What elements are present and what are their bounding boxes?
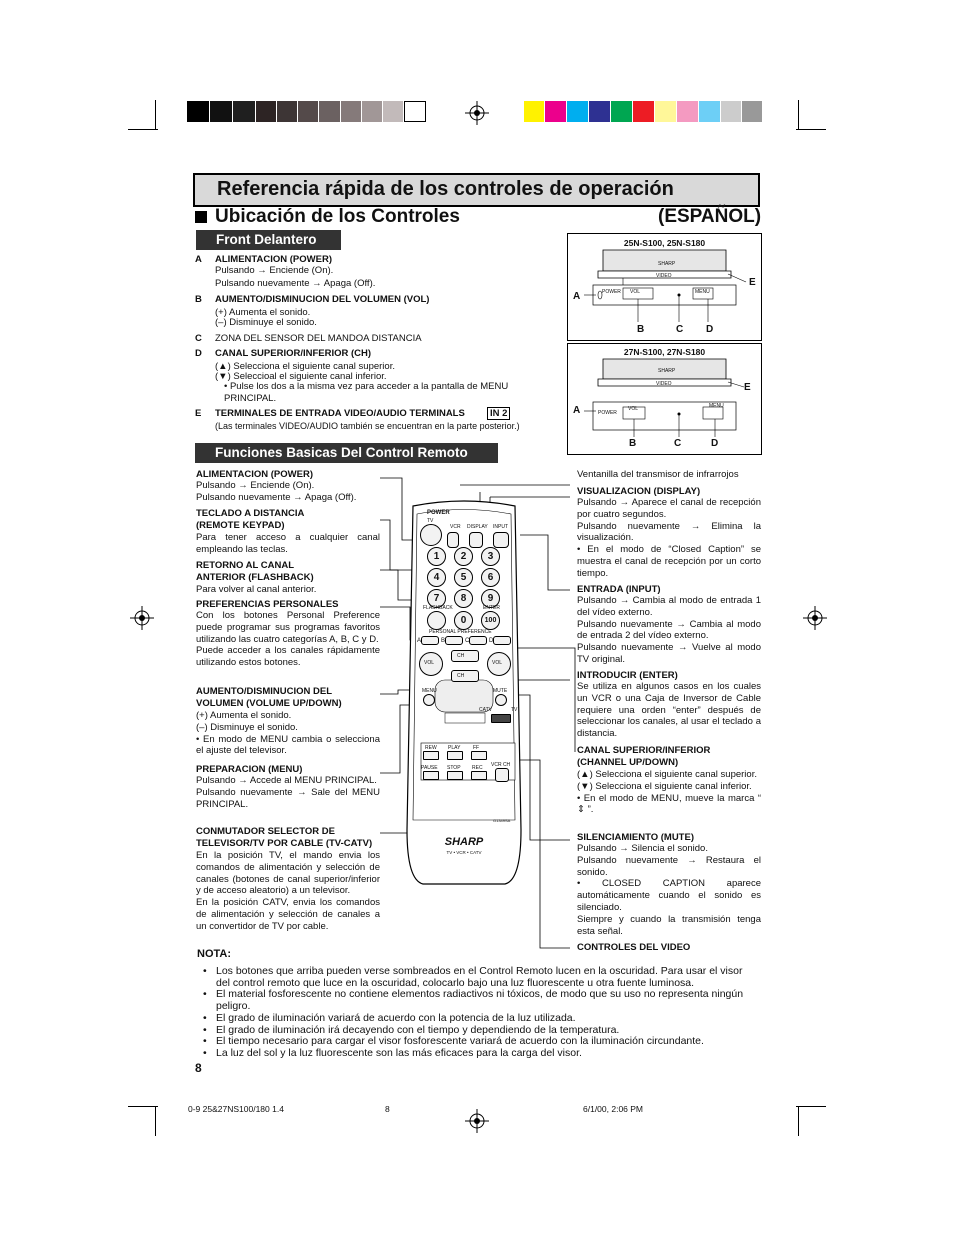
remote-ff-label: FF: [473, 745, 480, 751]
remote-key-0[interactable]: 0: [454, 611, 473, 630]
tv2-tiny-menu: MENU: [709, 403, 724, 409]
nota-item: • El grado de iluminación variará de acuerdo con la potencia de la luz utilizada.: [203, 1011, 576, 1024]
remote-key-3[interactable]: 3: [481, 547, 500, 566]
page-title: Referencia rápida de los controles de operación: [217, 178, 674, 200]
remote-power-button[interactable]: [420, 524, 442, 546]
remote-key-9[interactable]: 9: [481, 589, 500, 608]
remote-flashback-label: FLASHBACK: [423, 605, 453, 611]
remote-key-6[interactable]: 6: [481, 568, 500, 587]
remote-brand-logo: SHARP: [444, 836, 484, 848]
tv2-label-d: D: [711, 438, 719, 449]
remote-pp-c: C: [465, 638, 470, 644]
remote-pp-button-b[interactable]: [445, 636, 463, 645]
remote-stop-button[interactable]: [447, 771, 463, 780]
callout-input: ENTRADA (INPUT) Pulsando → Cambia al modo de entrada 1 del vídeo externo. Pulsando nuevamente → Cambia al modo de entrada 2 del vídeo externo. Pulsando nuevamente → Vuelve al modo TV original.: [577, 584, 761, 665]
remote-vcr-ch-button[interactable]: [495, 768, 509, 782]
remote-tv2-label: TV: [511, 707, 518, 713]
tv1-label-a: A: [573, 291, 581, 302]
remote-control: [405, 500, 523, 888]
remote-key-100[interactable]: 100: [481, 611, 500, 630]
callout-menu: PREPARACION (MENU) Pulsando → Accede al MENU PRINCIPAL. Pulsando nuevamente → Sale del MENU PRINCIPAL.: [196, 764, 380, 810]
remote-tv-catv-switch[interactable]: [491, 714, 511, 723]
callout-enter: INTRODUCIR (ENTER) Se utiliza en algunos casos en los cuales un VCR o una Caja de Inversor de Cable requiere una orden “enter” después de seleccionar los canales, al usar el teclado a distancia.: [577, 670, 761, 740]
tv1-tiny-video: VIDEO: [656, 273, 672, 279]
callout-ir-window: Ventanilla del transmisor de infrarrojos: [577, 469, 739, 480]
remote-pp-a: A: [417, 638, 422, 644]
callout-remote-keypad: TECLADO A DISTANCIA (REMOTE KEYPAD) Para tener acceso a cualquier canal empleando las teclas.: [196, 508, 380, 555]
remote-vol-label-right: VOL: [492, 660, 503, 666]
remote-model-label: G1349SA: [493, 818, 511, 823]
remote-sub-label: TV • VCR • CATV: [446, 850, 482, 855]
section-title: Ubicación de los Controles: [215, 206, 460, 227]
nota-item: • Los botones que arriba pueden verse sombreados en el Control Remoto lucen en la oscuridad. Para usar el visor del control remoto que luce en la oscuridad, colocarlo bajo una luz fluorescente u otra fuente luminosa.: [203, 965, 743, 989]
remote-tv-label: TV: [427, 518, 434, 524]
remote-pp-button-c[interactable]: [469, 636, 487, 645]
nota-list: [203, 966, 759, 1060]
tv2-label-a: A: [573, 405, 581, 416]
tv2-label-b: B: [629, 438, 637, 449]
remote-pp-button-a[interactable]: [421, 636, 439, 645]
tv1-caption: 25N-S100, 25N-S180: [623, 238, 706, 248]
in2-badge: IN 2: [487, 407, 510, 420]
remote-mute-label: MUTE: [493, 688, 508, 694]
remote-rec-label: REC: [472, 765, 483, 771]
callout-video-controls: CONTROLES DEL VIDEO: [577, 942, 691, 953]
remote-input-label: INPUT: [493, 524, 508, 530]
remote-display-label: DISPLAY: [467, 524, 488, 530]
remote-mute-button[interactable]: [495, 694, 507, 706]
tv2-tiny-power: POWER: [598, 410, 617, 416]
remote-pause-button[interactable]: [423, 771, 439, 780]
remote-rec-button[interactable]: [471, 771, 487, 780]
tv2-label-c: C: [674, 438, 682, 449]
remote-stop-label: STOP: [447, 765, 461, 771]
remote-rew-label: REW: [425, 745, 437, 751]
nota-item: • El material fosforescente no contiene elementos radiactivos ni tóxicos, de modo que su uso no representa ningún peligro.: [203, 988, 744, 1013]
remote-pp-button-d[interactable]: [493, 636, 511, 645]
remote-flashback-button[interactable]: [427, 611, 446, 630]
footer-date: 6/1/00, 2:06 PM: [583, 1104, 644, 1114]
remote-vcr-ch-label: VCR CH: [491, 762, 511, 768]
remote-heading: Funciones Basicas Del Control Remoto: [195, 443, 498, 463]
tv2-caption: 27N-S100, 27N-S180: [623, 347, 706, 357]
remote-key-7[interactable]: 7: [427, 589, 446, 608]
remote-input-button[interactable]: [493, 532, 509, 548]
remote-pause-label: PAUSE: [421, 765, 438, 771]
page-number: 8: [195, 1061, 202, 1075]
remote-pp-d: D: [489, 638, 494, 644]
tv2-label-e: E: [744, 382, 751, 393]
remote-pp-b: B: [441, 638, 446, 644]
remote-menu-label: MENU: [422, 688, 437, 694]
remote-catv-label: CATV: [479, 707, 492, 713]
front-heading: Front Delantero: [196, 230, 341, 250]
language-label: (ESPAÑOL): [658, 206, 762, 227]
remote-vcr-label: VCR: [450, 524, 461, 530]
remote-menu-button[interactable]: [423, 694, 435, 706]
callout-tv-catv: CONMUTADOR SELECTOR DE TELEVISOR/TV POR CABLE (TV-CATV) En la posición TV, el mando envia los comandos de alimentación y selección de canales (botones de canal superior/inferior y de acceso aleatorio) a un televisor. En la posición CATV, envia los comandos de alimentación y selección de canales a un convertidor de TV por cable.: [196, 826, 380, 932]
tv1-label-e: E: [749, 277, 756, 288]
remote-rew-button[interactable]: [423, 751, 439, 760]
remote-vcr-power-button[interactable]: [447, 532, 459, 548]
callout-mute: SILENCIAMIENTO (MUTE) Pulsando → Silencia el sonido. Pulsando nuevamente → Restaura el sonido. • CLOSED CAPTION aparece automáticamente cuando el sonido es silenciado. Siempre y cuando la transmisión tenga esta señal.: [577, 832, 761, 937]
callout-personal-preference: PREFERENCIAS PERSONALES Con los botones Personal Preference puede programar sus programas favoritos utilizando las cuatro categorías A, B, C y D. Puede acceder a los canales rápidamente utilizando estos botones.: [196, 599, 380, 669]
tv1-tiny-power: POWER: [602, 289, 621, 295]
remote-key-4[interactable]: 4: [427, 568, 446, 587]
remote-display-button[interactable]: [469, 532, 483, 548]
remote-pp-label: PERSONAL PREFERENCE: [429, 629, 492, 635]
remote-ch-up-label: CH: [457, 653, 465, 659]
callout-power: ALIMENTACION (POWER) Pulsando → Enciende (On). Pulsando nuevamente → Apaga (Off).: [196, 469, 357, 503]
remote-key-8[interactable]: 8: [454, 589, 473, 608]
tv2-tiny-brand: SHARP: [658, 368, 676, 374]
nota-heading: NOTA:: [197, 948, 232, 960]
remote-key-1[interactable]: 1: [427, 547, 446, 566]
remote-ch-up-button[interactable]: [451, 650, 479, 662]
nota-item: • El grado de iluminación irá decayendo con el tiempo y dependiendo de la temperatura.: [203, 1023, 620, 1036]
tv1-label-d: D: [706, 324, 714, 335]
remote-play-button[interactable]: [447, 751, 463, 760]
remote-enter-label: ENTER: [483, 605, 500, 611]
tv2-tiny-vol: VOL: [628, 406, 639, 412]
callout-channel: CANAL SUPERIOR/INFERIOR (CHANNEL UP/DOWN) (▲) Selecciona el siguiente canal superior. (▼) Selecciona el siguiente canal inferior. • En el modo de MENU, mueve la marca “ ⇕ ”.: [577, 745, 761, 816]
tv2-tiny-video: VIDEO: [656, 381, 672, 387]
remote-power-label: POWER: [427, 510, 450, 516]
footer-page: 8: [385, 1104, 390, 1114]
remote-ff-button[interactable]: [471, 751, 487, 760]
remote-ch-down-label: CH: [457, 673, 465, 679]
remote-ch-down-button[interactable]: [451, 670, 479, 682]
callout-volume: AUMENTO/DISMINUCION DEL VOLUMEN (VOLUME UP/DOWN) (+) Aumenta el sonido. (–) Disminuye el sonido. • En modo de MENU cambia o selecciona el ajuste del televisor.: [196, 686, 380, 757]
tv1-tiny-menu: MENU: [695, 289, 710, 295]
tv1-label-b: B: [637, 324, 645, 335]
nota-item: • El tiempo necesario para cargar el visor fosforescente variará de acuerdo con la iluminación circundante.: [203, 1035, 704, 1048]
remote-key-5[interactable]: 5: [454, 568, 473, 587]
callout-flashback: RETORNO AL CANAL ANTERIOR (FLASHBACK) Para volver al canal anterior.: [196, 560, 317, 595]
remote-vol-label-left: VOL: [424, 660, 435, 666]
remote-play-label: PLAY: [448, 745, 461, 751]
remote-key-2[interactable]: 2: [454, 547, 473, 566]
callout-display: VISUALIZACION (DISPLAY) Pulsando → Aparece el canal de recepción por cuatro segundos. Pulsando nuevamente → Elimina la visualización. • En el modo de “Closed Caption” se muestra el canal de recepción por un corto tiempo.: [577, 486, 761, 579]
tv1-tiny-vol: VOL: [630, 289, 641, 295]
tv1-tiny-brand: SHARP: [658, 261, 676, 267]
tv1-label-c: C: [676, 324, 684, 335]
footer-file: 0-9 25&27NS100/180 1.4: [188, 1104, 284, 1114]
nota-item: • La luz del sol y la luz fluorescente son las más eficaces para la carga del visor.: [203, 1046, 582, 1059]
